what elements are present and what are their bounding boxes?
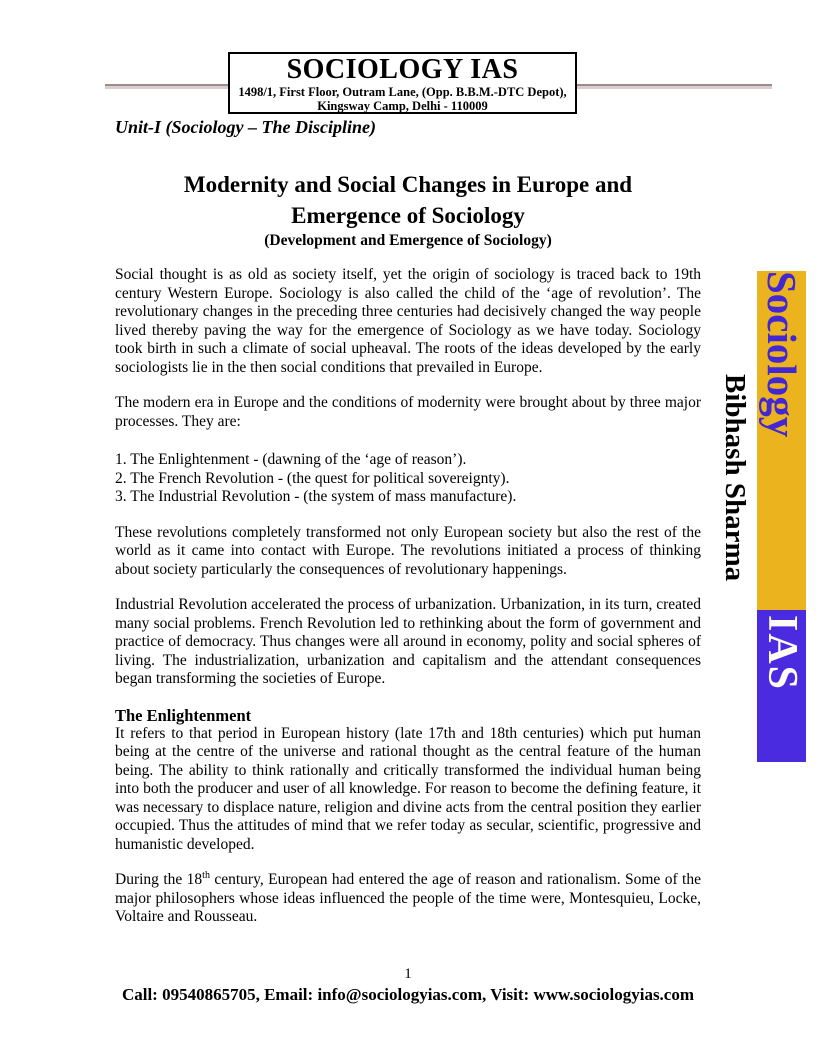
page-title-line2: Emergence of Sociology [291, 203, 525, 228]
body-text [115, 266, 701, 944]
institute-header [228, 52, 577, 114]
page-title [115, 169, 701, 231]
paragraph-processes: The modern era in Europe and the conditions of modernity were brought about by three major processes. They are: [115, 394, 701, 430]
list-item: 2. The French Revolution - (the quest for political sovereignty). [115, 469, 510, 487]
page-number: 1 [404, 966, 412, 982]
sidebar-author-name: Bibhash Sharma [719, 374, 751, 582]
sidebar-brand-ias: IAS [757, 610, 806, 762]
paragraph-philosophers [115, 871, 701, 927]
section-heading-enlightenment: The Enlightenment [115, 705, 252, 725]
unit-label: Unit-I (Sociology – The Discipline) [115, 117, 376, 137]
list-item: 1. The Enlightenment - (dawning of the ‘age of reason’). [115, 451, 467, 468]
list-item: 3. The Industrial Revolution - (the system of mass manufacture). [115, 488, 517, 505]
footer-contact: Call: 09540865705, Email: info@sociologyias.com, Visit: www.sociologyias.com [121, 985, 695, 1004]
ordinal-superscript: th [202, 869, 210, 881]
page-title-line1: Modernity and Social Changes in Europe and [183, 172, 633, 197]
institute-name: SOCIOLOGY IAS [286, 54, 519, 85]
paragraph-urbanization: Industrial Revolution accelerated the process of urbanization. Urbanization, in its turn, created many social problems. French Revolution led to rethinking about the form of government and practice of democracy. Thus changes were all around in economy, polity and social spheres of living. The industrialization, urbanization and capitalism and the attendant consequences began transforming the societies of Europe. [115, 596, 701, 687]
paragraph-intro: Social thought is as old as society itself, yet the origin of sociology is traced back to 19th century Western Europe. Sociology is also called the child of the ‘age of revolution’. The revolutionary changes in the preceding three centuries had decisively changed the way people lived thereby paving the way for the emergence of Sociology as we have today. Sociology took birth in such a climate of social upheaval. The roots of the ideas developed by the early sociologists lie in the then social conditions that prevailed in Europe. [115, 266, 701, 376]
paragraph-philosophers-prefix: During the 18 [115, 871, 203, 888]
paragraph-revolutions: These revolutions completely transformed not only European society but also the rest of the world as it came into contact with Europe. The revolutions initiated a process of thinking about society particularly the consequences of revolutionary happenings. [115, 523, 701, 578]
page-subtitle: (Development and Emergence of Sociology) [264, 232, 552, 249]
institute-address-line2: Kingsway Camp, Delhi - 110009 [317, 99, 488, 113]
paragraph-philosophers-rest: century, European had entered the age of reason and rationalism. Some of the major philosophers whose ideas influenced the people of the time were, Montesquieu, Locke, Voltaire and Rousseau. [115, 871, 701, 925]
paragraph-enlightenment: It refers to that period in European history (late 17th and 18th centuries) which put human being at the centre of the universe and rational thought as the central feature of the human being. The ability to think rationally and critically transformed the individual human being into both the producer and user of all knowledge. For reason to become the defining feature, it was necessary to displace nature, religion and divine acts from the central position they earlier occupied. Thus the attitudes of mind that we refer today as secular, scientific, progressive and humanistic developed. [115, 724, 701, 853]
institute-address-line1: 1498/1, First Floor, Outram Lane, (Opp. B.B.M.-DTC Depot), [238, 85, 567, 99]
numbered-list [115, 451, 701, 507]
sidebar-brand-sociology: Sociology [757, 271, 806, 610]
